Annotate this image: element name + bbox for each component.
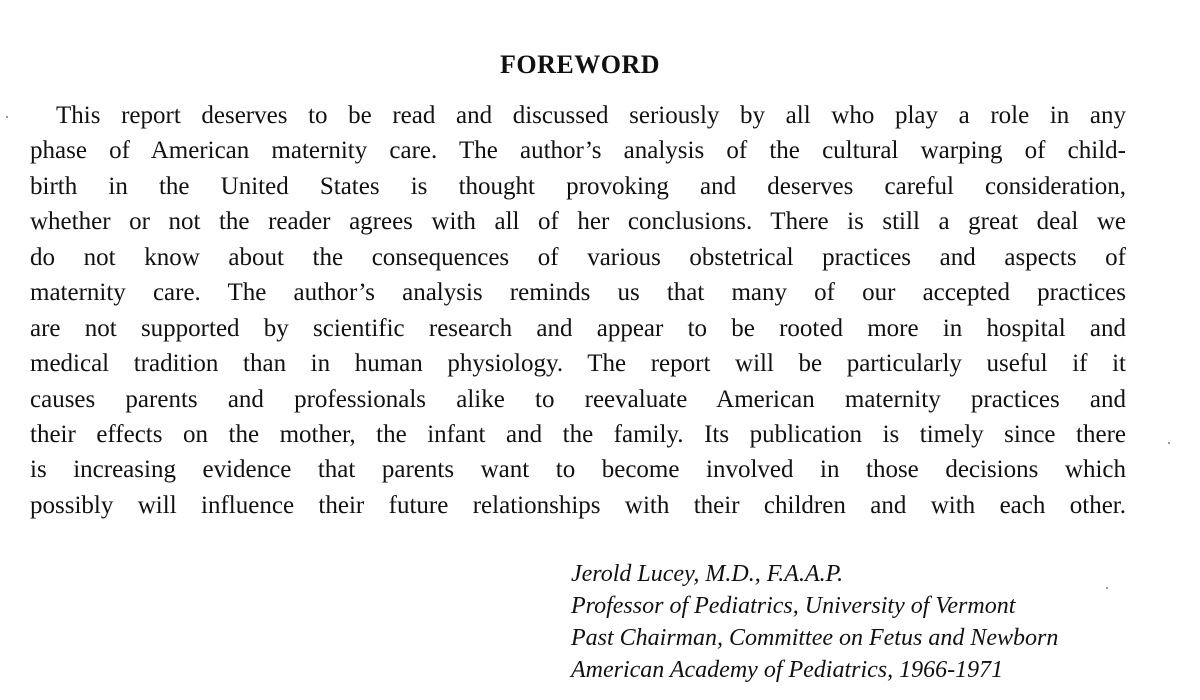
- body-line: possibly will influence their future relationships with their children and with each other.: [30, 491, 1126, 519]
- body-line: maternity care. The author’s analysis reminds us that many of our accepted practices: [30, 279, 1126, 307]
- foreword-body: [30, 98, 1126, 523]
- body-line: This report deserves to be read and discussed seriously by all who play a role in any: [56, 102, 1126, 129]
- signature-organization: American Academy of Pediatrics, 1966-1971: [571, 657, 1004, 683]
- body-line: medical tradition than in human physiology. The report will be particularly useful if it: [30, 350, 1126, 378]
- body-line: birth in the United States is thought provoking and deserves careful consideration,: [30, 172, 1126, 200]
- signature-title: Professor of Pediatrics, University of Vermont: [571, 593, 1016, 619]
- page-title: FOREWORD: [500, 50, 660, 79]
- signature-committee: Past Chairman, Committee on Fetus and Newborn: [571, 625, 1059, 651]
- scan-speck: [1168, 442, 1170, 444]
- signature-block: [571, 558, 1058, 686]
- body-line: their effects on the mother, the infant and the family. Its publication is timely since there: [30, 420, 1126, 448]
- body-line: do not know about the consequences of various obstetrical practices and aspects of: [30, 243, 1126, 271]
- body-line: is increasing evidence that parents want to become involved in those decisions which: [30, 456, 1126, 484]
- body-line: phase of American maternity care. The author’s analysis of the cultural warping of child-: [30, 137, 1126, 165]
- body-line: are not supported by scientific research and appear to be rooted more in hospital and: [30, 314, 1126, 342]
- body-line: whether or not the reader agrees with all of her conclusions. There is still a great deal we: [30, 208, 1126, 236]
- scan-speck: [1106, 587, 1108, 589]
- body-line: causes parents and professionals alike to reevaluate American maternity practices and: [30, 385, 1126, 413]
- scan-speck: [6, 116, 8, 118]
- signature-name: Jerold Lucey, M.D., F.A.A.P.: [571, 561, 844, 587]
